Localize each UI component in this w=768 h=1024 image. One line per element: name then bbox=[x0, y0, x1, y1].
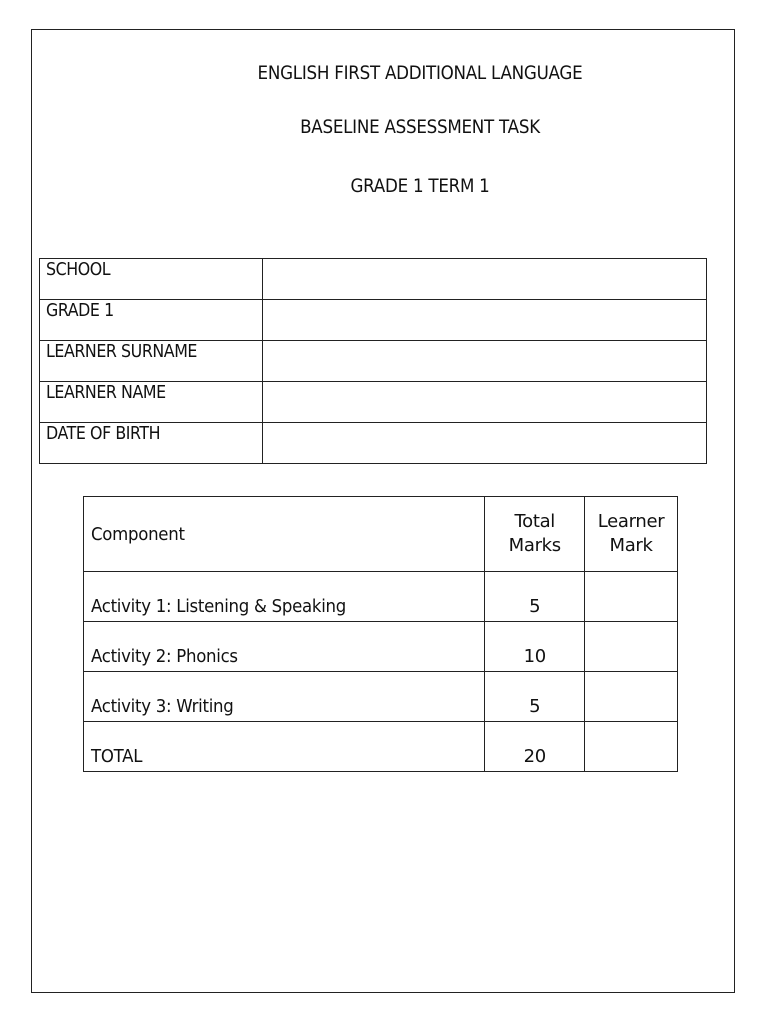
document-subtitle: BASELINE ASSESSMENT TASK bbox=[300, 116, 540, 138]
learner-mark-cell[interactable] bbox=[585, 572, 678, 622]
info-value-name[interactable] bbox=[263, 382, 707, 423]
info-row-grade bbox=[40, 300, 707, 341]
info-row-school bbox=[40, 259, 707, 300]
info-label: LEARNER NAME bbox=[40, 382, 263, 423]
total-marks-cell: 5 bbox=[485, 672, 585, 722]
marks-table bbox=[83, 496, 678, 772]
table-row bbox=[84, 722, 678, 772]
learner-mark-cell[interactable] bbox=[585, 672, 678, 722]
component-header: Component bbox=[84, 497, 485, 572]
total-marks-header: Total Marks bbox=[485, 497, 585, 572]
total-marks-cell: 10 bbox=[485, 622, 585, 672]
learner-mark-header: Learner Mark bbox=[585, 497, 678, 572]
component-cell: Activity 3: Writing bbox=[84, 672, 485, 722]
info-value-school[interactable] bbox=[263, 259, 707, 300]
component-cell: Activity 1: Listening & Speaking bbox=[84, 572, 485, 622]
component-cell: Activity 2: Phonics bbox=[84, 622, 485, 672]
table-row bbox=[84, 572, 678, 622]
grade-term-heading: GRADE 1 TERM 1 bbox=[350, 175, 490, 197]
info-label: GRADE 1 bbox=[40, 300, 263, 341]
info-row-dob bbox=[40, 423, 707, 464]
info-value-grade[interactable] bbox=[263, 300, 707, 341]
learner-mark-cell[interactable] bbox=[585, 722, 678, 772]
document-title: ENGLISH FIRST ADDITIONAL LANGUAGE bbox=[257, 62, 583, 84]
info-label: SCHOOL bbox=[40, 259, 263, 300]
info-value-dob[interactable] bbox=[263, 423, 707, 464]
info-label: LEARNER SURNAME bbox=[40, 341, 263, 382]
info-label: DATE OF BIRTH bbox=[40, 423, 263, 464]
learner-info-table bbox=[39, 258, 707, 464]
table-row bbox=[84, 622, 678, 672]
total-marks-cell: 5 bbox=[485, 572, 585, 622]
learner-mark-cell[interactable] bbox=[585, 622, 678, 672]
component-cell: TOTAL bbox=[84, 722, 485, 772]
table-row bbox=[84, 672, 678, 722]
total-marks-cell: 20 bbox=[485, 722, 585, 772]
info-row-name bbox=[40, 382, 707, 423]
marks-header-row bbox=[84, 497, 678, 572]
info-row-surname bbox=[40, 341, 707, 382]
info-value-surname[interactable] bbox=[263, 341, 707, 382]
